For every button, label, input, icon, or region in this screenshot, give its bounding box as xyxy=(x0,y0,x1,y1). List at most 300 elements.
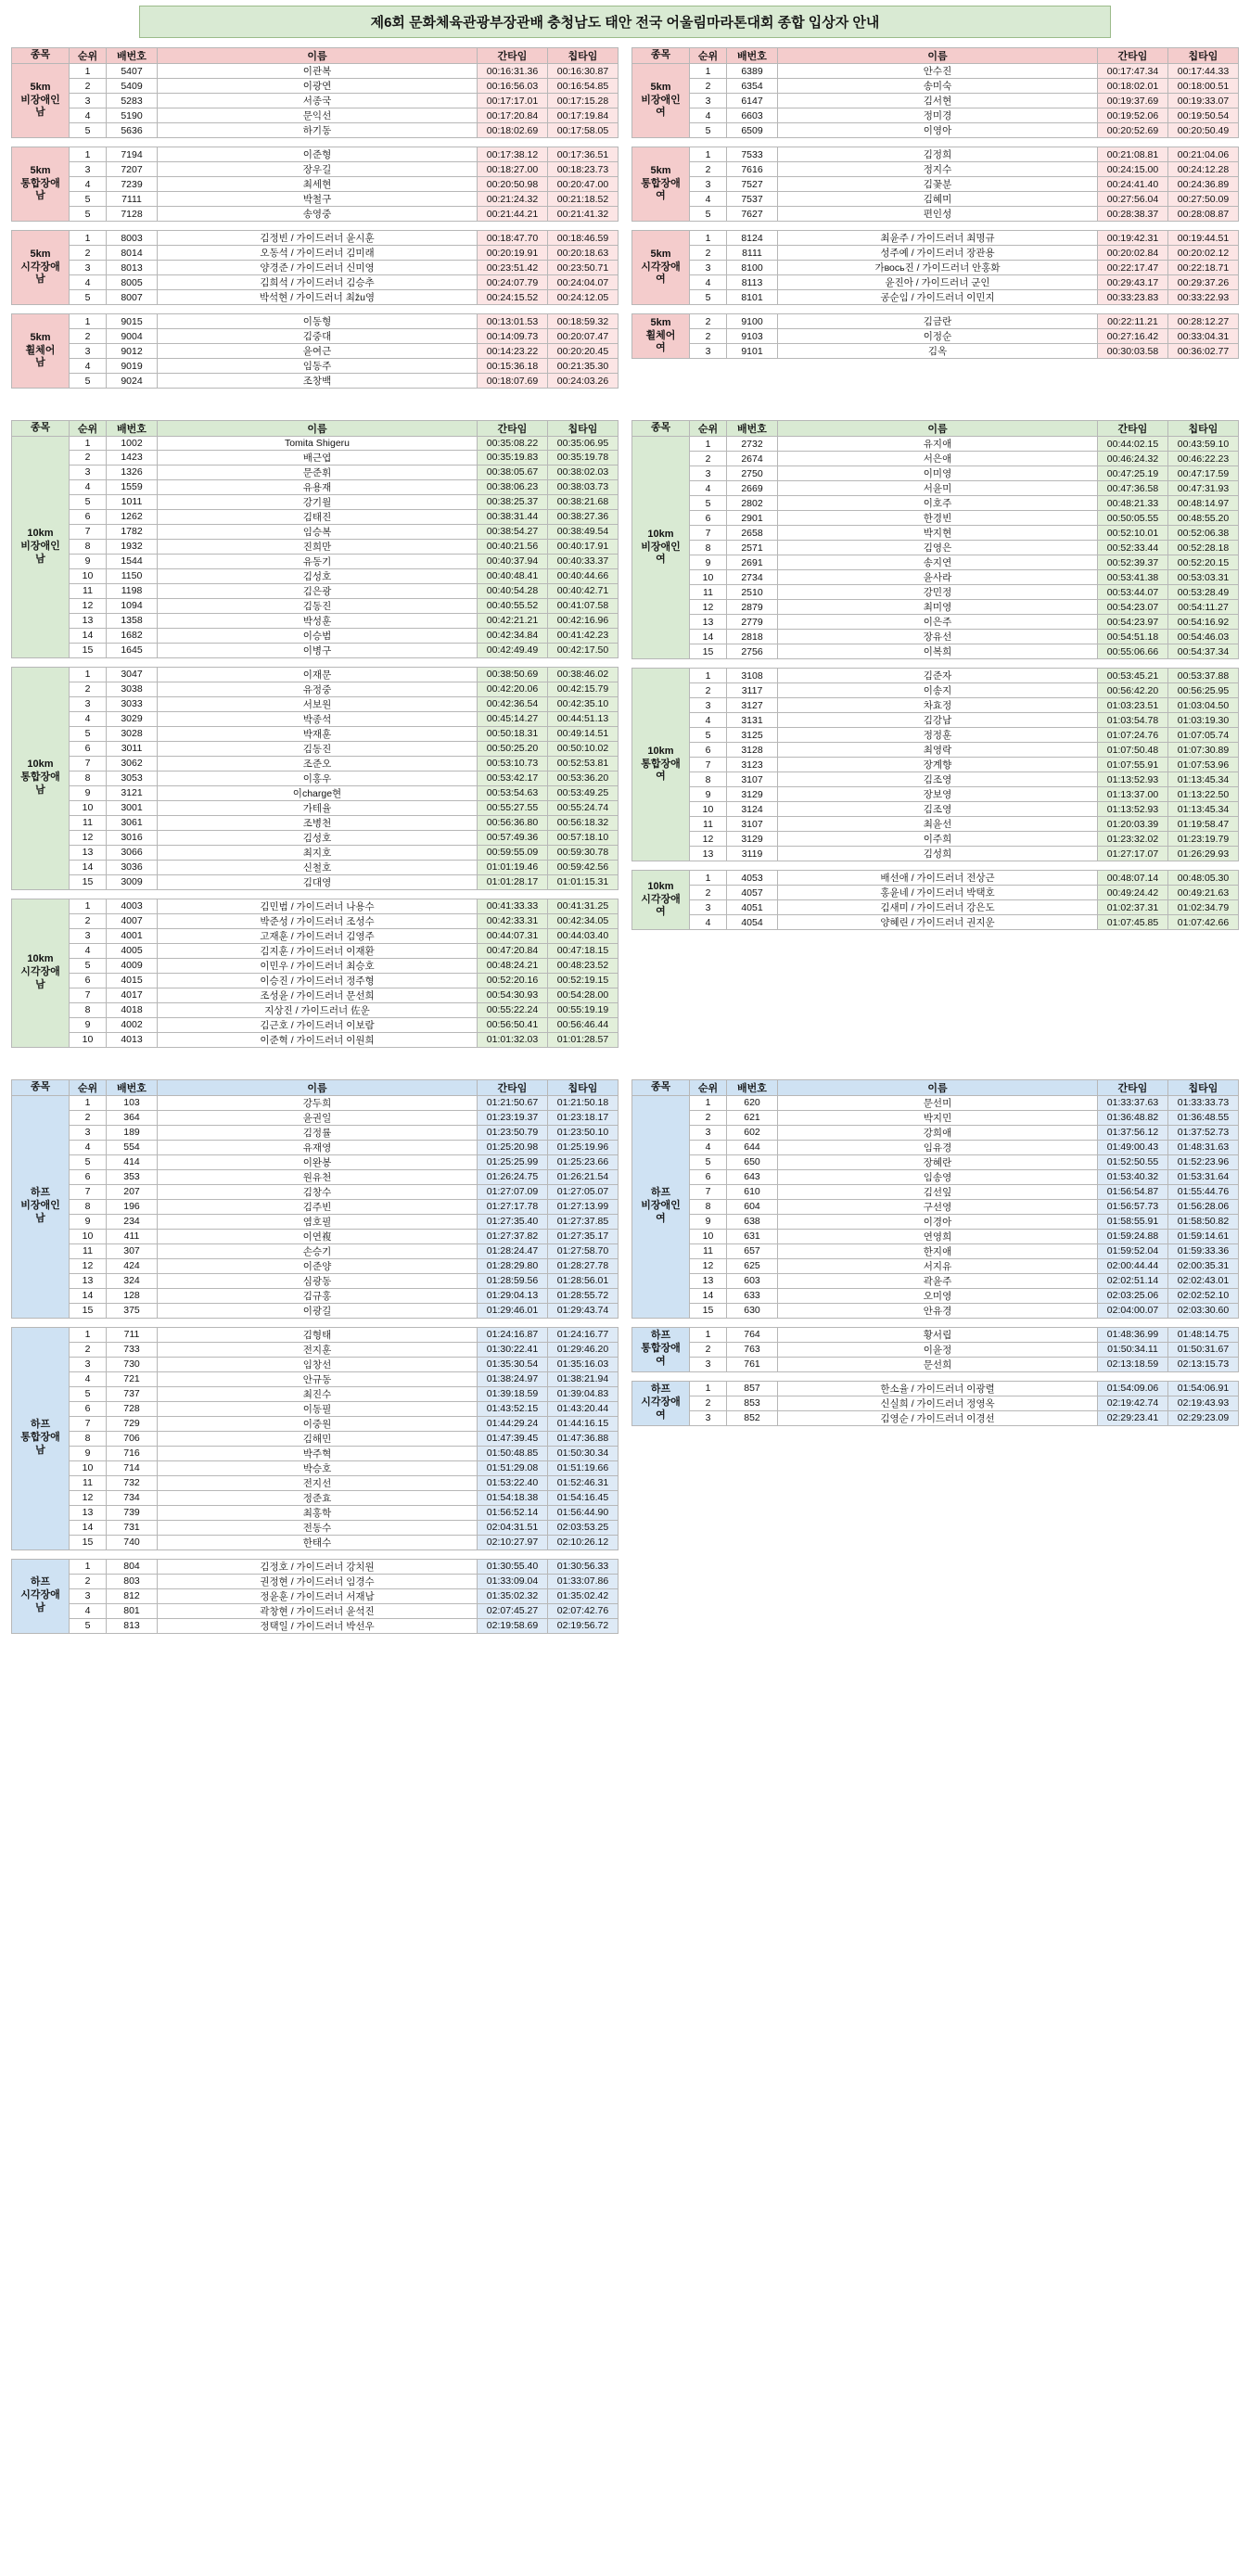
bib-cell: 3129 xyxy=(727,832,778,847)
rank-cell: 2 xyxy=(690,162,727,177)
chip-time-cell: 01:35:16.03 xyxy=(548,1357,619,1371)
rank-cell: 2 xyxy=(70,246,107,261)
chip-time-cell: 00:16:54.85 xyxy=(548,79,619,94)
table-row xyxy=(12,583,619,598)
bib-cell: 3121 xyxy=(107,785,158,800)
gun-time-cell: 00:42:34.84 xyxy=(478,628,548,643)
name-cell: 김중대 xyxy=(158,329,478,344)
rank-cell: 4 xyxy=(690,481,727,496)
bib-cell: 9012 xyxy=(107,344,158,359)
chip-time-cell: 00:38:21.68 xyxy=(548,494,619,509)
chip-time-cell: 01:29:46.20 xyxy=(548,1342,619,1357)
chip-time-cell: 00:24:12.05 xyxy=(548,290,619,305)
rank-cell: 3 xyxy=(690,466,727,481)
category-cell: 하프 시각장애 남 xyxy=(12,1559,70,1633)
name-cell: 이주희 xyxy=(778,832,1098,847)
bib-cell: 3127 xyxy=(727,698,778,713)
name-cell: 김새미 / 가이드러너 강은도 xyxy=(778,900,1098,915)
table-row xyxy=(632,481,1239,496)
gun-time-cell: 00:45:14.27 xyxy=(478,711,548,726)
gun-time-cell: 01:25:20.98 xyxy=(478,1140,548,1154)
rank-cell: 15 xyxy=(690,644,727,659)
table-row xyxy=(632,847,1239,861)
table-row xyxy=(12,899,619,913)
bib-cell: 6389 xyxy=(727,64,778,79)
gun-time-cell: 00:48:07.14 xyxy=(1098,871,1168,886)
chip-time-cell: 00:22:18.71 xyxy=(1168,261,1239,275)
bib-cell: 196 xyxy=(107,1199,158,1214)
rank-cell: 1 xyxy=(70,1559,107,1574)
rank-cell: 12 xyxy=(70,598,107,613)
name-cell: 박준성 / 가이드러너 조성수 xyxy=(158,913,478,928)
bib-cell: 3062 xyxy=(107,756,158,771)
rank-cell: 5 xyxy=(70,192,107,207)
gun-time-cell: 01:25:25.99 xyxy=(478,1154,548,1169)
name-cell: 박승호 xyxy=(158,1460,478,1475)
table-row xyxy=(12,1017,619,1032)
rank-cell: 2 xyxy=(70,1342,107,1357)
chip-time-cell: 02:02:43.01 xyxy=(1168,1273,1239,1288)
rank-cell: 3 xyxy=(70,162,107,177)
chip-time-cell: 01:07:42.66 xyxy=(1168,915,1239,930)
name-cell: 문선미 xyxy=(778,1095,1098,1110)
rank-cell: 9 xyxy=(690,787,727,802)
table-row xyxy=(632,466,1239,481)
gun-time-cell: 00:52:33.44 xyxy=(1098,541,1168,555)
gun-time-cell: 00:56:42.20 xyxy=(1098,683,1168,698)
bib-cell: 4054 xyxy=(727,915,778,930)
table-row xyxy=(632,644,1239,659)
table-row xyxy=(632,1303,1239,1318)
table-row xyxy=(12,1475,619,1490)
name-cell: 김규홍 xyxy=(158,1288,478,1303)
table-row xyxy=(632,261,1239,275)
gun-time-cell: 01:51:29.08 xyxy=(478,1460,548,1475)
bib-cell: 852 xyxy=(727,1410,778,1425)
name-cell: 안유경 xyxy=(778,1303,1098,1318)
rank-cell: 5 xyxy=(70,958,107,973)
table-row xyxy=(12,1258,619,1273)
chip-time-cell: 01:54:06.91 xyxy=(1168,1381,1239,1396)
chip-time-cell: 00:53:49.25 xyxy=(548,785,619,800)
gun-time-cell: 00:55:06.66 xyxy=(1098,644,1168,659)
bib-cell: 4001 xyxy=(107,928,158,943)
table-row xyxy=(632,728,1239,743)
gun-time-cell: 01:24:16.87 xyxy=(478,1327,548,1342)
bib-cell: 8003 xyxy=(107,231,158,246)
name-cell: 양경준 / 가이드러너 신미영 xyxy=(158,261,478,275)
category-cell: 하프 통합장애 여 xyxy=(632,1327,690,1371)
table-row xyxy=(12,1603,619,1618)
chip-time-cell: 01:44:16.15 xyxy=(548,1416,619,1431)
table-row xyxy=(632,108,1239,123)
bib-cell: 2779 xyxy=(727,615,778,630)
rank-cell: 9 xyxy=(70,1446,107,1460)
table-row xyxy=(632,1396,1239,1410)
column-header: 종목 xyxy=(12,48,70,64)
gun-time-cell: 00:44:02.15 xyxy=(1098,437,1168,452)
rank-cell: 15 xyxy=(70,1303,107,1318)
bib-cell: 2510 xyxy=(727,585,778,600)
rank-cell: 13 xyxy=(690,847,727,861)
name-cell: 김성호 xyxy=(158,830,478,845)
column-header: 칩타임 xyxy=(548,48,619,64)
rank-cell: 7 xyxy=(70,1184,107,1199)
bib-cell: 4002 xyxy=(107,1017,158,1032)
sections-root xyxy=(0,47,1250,1634)
rank-cell: 14 xyxy=(70,1520,107,1535)
gun-time-cell: 01:54:09.06 xyxy=(1098,1381,1168,1396)
bib-cell: 739 xyxy=(107,1505,158,1520)
name-cell: 최영락 xyxy=(778,743,1098,758)
bib-cell: 2879 xyxy=(727,600,778,615)
chip-time-cell: 00:56:18.32 xyxy=(548,815,619,830)
bib-cell: 9004 xyxy=(107,329,158,344)
bib-cell: 604 xyxy=(727,1199,778,1214)
rank-cell: 2 xyxy=(690,79,727,94)
gun-time-cell: 01:30:22.41 xyxy=(478,1342,548,1357)
bib-cell: 1094 xyxy=(107,598,158,613)
name-cell: 안규동 xyxy=(158,1371,478,1386)
gun-time-cell: 01:28:29.80 xyxy=(478,1258,548,1273)
table-row xyxy=(12,988,619,1002)
bib-cell: 2750 xyxy=(727,466,778,481)
chip-time-cell: 00:53:03.31 xyxy=(1168,570,1239,585)
column-header: 이름 xyxy=(778,48,1098,64)
rank-cell: 12 xyxy=(690,600,727,615)
rank-cell: 13 xyxy=(70,845,107,860)
rank-cell: 3 xyxy=(690,94,727,108)
bib-cell: 4009 xyxy=(107,958,158,973)
name-cell: 정정훈 xyxy=(778,728,1098,743)
rank-cell: 8 xyxy=(70,539,107,554)
column-header: 종목 xyxy=(632,1079,690,1095)
name-cell: 장혜란 xyxy=(778,1154,1098,1169)
gun-time-cell: 01:01:28.17 xyxy=(478,874,548,889)
chip-time-cell: 01:27:05.07 xyxy=(548,1184,619,1199)
chip-time-cell: 00:38:02.03 xyxy=(548,465,619,479)
name-cell: 이광길 xyxy=(158,1303,478,1318)
section-10km xyxy=(0,420,1250,1048)
column-header: 간타임 xyxy=(1098,1079,1168,1095)
name-cell: 이동필 xyxy=(158,1401,478,1416)
rank-cell: 3 xyxy=(70,94,107,108)
chip-time-cell: 00:20:07.47 xyxy=(548,329,619,344)
rank-cell: 4 xyxy=(70,177,107,192)
gun-time-cell: 00:42:36.54 xyxy=(478,696,548,711)
rank-cell: 4 xyxy=(70,275,107,290)
gun-time-cell: 00:28:38.37 xyxy=(1098,207,1168,222)
bib-cell: 803 xyxy=(107,1574,158,1588)
name-cell: 박재훈 xyxy=(158,726,478,741)
rank-cell: 3 xyxy=(70,261,107,275)
chip-time-cell: 01:56:28.06 xyxy=(1168,1199,1239,1214)
chip-time-cell: 01:26:21.54 xyxy=(548,1169,619,1184)
table-row xyxy=(632,1184,1239,1199)
column-header: 종목 xyxy=(632,421,690,437)
category-cell: 5km 휠체어 여 xyxy=(632,314,690,359)
name-cell: 김해민 xyxy=(158,1431,478,1446)
table-row xyxy=(12,1229,619,1243)
chip-time-cell: 01:01:28.57 xyxy=(548,1032,619,1047)
chip-time-cell: 00:23:50.71 xyxy=(548,261,619,275)
chip-time-cell: 01:23:50.10 xyxy=(548,1125,619,1140)
name-cell: 이호주 xyxy=(778,496,1098,511)
name-cell: 이송지 xyxy=(778,683,1098,698)
bib-cell: 2674 xyxy=(727,452,778,466)
gun-time-cell: 01:54:18.38 xyxy=(478,1490,548,1505)
name-cell: 김조영 xyxy=(778,802,1098,817)
gun-time-cell: 01:50:34.11 xyxy=(1098,1342,1168,1357)
bib-cell: 643 xyxy=(727,1169,778,1184)
gun-time-cell: 01:52:50.55 xyxy=(1098,1154,1168,1169)
table-row xyxy=(12,1273,619,1288)
name-cell: 이연複 xyxy=(158,1229,478,1243)
table-row xyxy=(632,79,1239,94)
chip-time-cell: 00:18:46.59 xyxy=(548,231,619,246)
chip-time-cell: 00:47:17.59 xyxy=(1168,466,1239,481)
table-row xyxy=(12,928,619,943)
chip-time-cell: 00:17:58.05 xyxy=(548,123,619,138)
name-cell: 유정중 xyxy=(158,682,478,696)
name-cell: 유재영 xyxy=(158,1140,478,1154)
gun-time-cell: 00:48:21.33 xyxy=(1098,496,1168,511)
table-row xyxy=(12,830,619,845)
column-header: 칩타임 xyxy=(548,1079,619,1095)
section-spacer xyxy=(0,1053,1250,1079)
chip-time-cell: 00:17:19.84 xyxy=(548,108,619,123)
chip-time-cell: 01:02:34.79 xyxy=(1168,900,1239,915)
bib-cell: 813 xyxy=(107,1618,158,1633)
name-cell: 강희애 xyxy=(778,1125,1098,1140)
name-cell: 전지선 xyxy=(158,1475,478,1490)
gun-time-cell: 00:19:52.06 xyxy=(1098,108,1168,123)
name-cell: 문익선 xyxy=(158,108,478,123)
category-cell: 10km 시각장애 남 xyxy=(12,899,70,1047)
name-cell: 이관복 xyxy=(158,64,478,79)
bib-cell: 6509 xyxy=(727,123,778,138)
results-table xyxy=(11,420,619,1048)
rank-cell: 9 xyxy=(70,1017,107,1032)
chip-time-cell: 00:43:59.10 xyxy=(1168,437,1239,452)
table-row xyxy=(12,696,619,711)
name-cell: 김지훈 / 가이드러너 이재환 xyxy=(158,943,478,958)
chip-time-cell: 01:01:15.31 xyxy=(548,874,619,889)
bib-cell: 3123 xyxy=(727,758,778,772)
chip-time-cell: 00:42:35.10 xyxy=(548,696,619,711)
table-row xyxy=(12,207,619,222)
name-cell: 서지유 xyxy=(778,1258,1098,1273)
table-row xyxy=(632,147,1239,162)
gun-time-cell: 01:26:24.75 xyxy=(478,1169,548,1184)
gun-time-cell: 01:29:04.13 xyxy=(478,1288,548,1303)
rank-cell: 12 xyxy=(70,1258,107,1273)
chip-time-cell: 02:19:56.72 xyxy=(548,1618,619,1633)
name-cell: 정미경 xyxy=(778,108,1098,123)
results-page xyxy=(0,6,1250,1634)
chip-time-cell: 02:13:15.73 xyxy=(1168,1357,1239,1371)
table-row xyxy=(12,860,619,874)
gun-time-cell: 01:56:57.73 xyxy=(1098,1199,1168,1214)
gun-time-cell: 01:01:19.46 xyxy=(478,860,548,874)
name-cell: 한경빈 xyxy=(778,511,1098,526)
bib-cell: 812 xyxy=(107,1588,158,1603)
column-header: 순위 xyxy=(690,1079,727,1095)
name-cell: 정택일 / 가이드러너 박선우 xyxy=(158,1618,478,1633)
rank-cell: 1 xyxy=(70,899,107,913)
chip-time-cell: 00:41:31.25 xyxy=(548,899,619,913)
table-row xyxy=(12,943,619,958)
chip-time-cell: 02:02:52.10 xyxy=(1168,1288,1239,1303)
rank-cell: 14 xyxy=(690,1288,727,1303)
table-row xyxy=(12,79,619,94)
rank-cell: 1 xyxy=(690,231,727,246)
bib-cell: 625 xyxy=(727,1258,778,1273)
table-row xyxy=(632,585,1239,600)
bib-cell: 1326 xyxy=(107,465,158,479)
rank-cell: 8 xyxy=(690,541,727,555)
rank-cell: 6 xyxy=(690,1169,727,1184)
chip-time-cell: 01:19:58.47 xyxy=(1168,817,1239,832)
chip-time-cell: 01:13:22.50 xyxy=(1168,787,1239,802)
chip-time-cell: 00:18:23.73 xyxy=(548,162,619,177)
bib-cell: 5283 xyxy=(107,94,158,108)
name-cell: 서윤미 xyxy=(778,481,1098,496)
table-row xyxy=(632,600,1239,615)
table-row xyxy=(632,630,1239,644)
bib-cell: 4018 xyxy=(107,1002,158,1017)
bib-cell: 602 xyxy=(727,1125,778,1140)
chip-time-cell: 00:35:06.95 xyxy=(548,437,619,451)
gun-time-cell: 00:14:23.22 xyxy=(478,344,548,359)
rank-cell: 10 xyxy=(70,568,107,583)
gun-time-cell: 01:27:17.07 xyxy=(1098,847,1168,861)
gun-time-cell: 00:44:07.31 xyxy=(478,928,548,943)
bib-cell: 1544 xyxy=(107,554,158,568)
name-cell: 진희만 xyxy=(158,539,478,554)
table-row xyxy=(632,231,1239,246)
column-header: 순위 xyxy=(70,421,107,437)
chip-time-cell: 00:17:15.28 xyxy=(548,94,619,108)
chip-time-cell: 00:19:50.54 xyxy=(1168,108,1239,123)
bib-cell: 631 xyxy=(727,1229,778,1243)
chip-time-cell: 00:42:34.05 xyxy=(548,913,619,928)
gun-time-cell: 02:29:23.41 xyxy=(1098,1410,1168,1425)
name-cell: 최미영 xyxy=(778,600,1098,615)
name-cell: 김정희 xyxy=(778,147,1098,162)
gun-time-cell: 00:38:50.69 xyxy=(478,667,548,682)
bib-cell: 714 xyxy=(107,1460,158,1475)
chip-time-cell: 00:48:05.30 xyxy=(1168,871,1239,886)
gun-time-cell: 00:14:09.73 xyxy=(478,329,548,344)
bib-cell: 1782 xyxy=(107,524,158,539)
gun-time-cell: 02:07:45.27 xyxy=(478,1603,548,1618)
chip-time-cell: 00:52:06.38 xyxy=(1168,526,1239,541)
table-row xyxy=(12,437,619,451)
gun-time-cell: 00:55:22.24 xyxy=(478,1002,548,1017)
name-cell: 이복희 xyxy=(778,644,1098,659)
chip-time-cell: 02:03:53.25 xyxy=(548,1520,619,1535)
bib-cell: 9101 xyxy=(727,344,778,359)
bib-cell: 4015 xyxy=(107,973,158,988)
gun-time-cell: 01:27:37.82 xyxy=(478,1229,548,1243)
gun-time-cell: 00:40:55.52 xyxy=(478,598,548,613)
table-row xyxy=(12,643,619,657)
rank-cell: 1 xyxy=(70,64,107,79)
chip-time-cell: 01:30:56.33 xyxy=(548,1559,619,1574)
table-row xyxy=(632,570,1239,585)
gun-time-cell: 01:13:37.00 xyxy=(1098,787,1168,802)
chip-time-cell: 00:52:53.81 xyxy=(548,756,619,771)
bib-cell: 1932 xyxy=(107,539,158,554)
gun-time-cell: 01:03:54.78 xyxy=(1098,713,1168,728)
table-row xyxy=(12,94,619,108)
name-cell: 박철구 xyxy=(158,192,478,207)
table-row xyxy=(12,667,619,682)
name-cell: 성주예 / 가이드러너 장관용 xyxy=(778,246,1098,261)
chip-time-cell: 00:49:14.51 xyxy=(548,726,619,741)
gun-time-cell: 01:28:59.56 xyxy=(478,1273,548,1288)
chip-time-cell: 00:40:44.66 xyxy=(548,568,619,583)
name-cell: 윤여근 xyxy=(158,344,478,359)
rank-cell: 11 xyxy=(690,817,727,832)
column-header: 배번호 xyxy=(727,48,778,64)
table-row xyxy=(12,568,619,583)
rank-cell: 1 xyxy=(690,1381,727,1396)
gun-time-cell: 00:16:31.36 xyxy=(478,64,548,79)
table-row xyxy=(12,1140,619,1154)
chip-time-cell: 00:33:22.93 xyxy=(1168,290,1239,305)
bib-cell: 857 xyxy=(727,1381,778,1396)
column-header: 순위 xyxy=(70,48,107,64)
bib-cell: 1150 xyxy=(107,568,158,583)
name-cell: 이윤정 xyxy=(778,1342,1098,1357)
bib-cell: 2669 xyxy=(727,481,778,496)
name-cell: 김대영 xyxy=(158,874,478,889)
gun-time-cell: 00:18:07.69 xyxy=(478,374,548,389)
name-cell: 조병천 xyxy=(158,815,478,830)
chip-time-cell: 01:55:44.76 xyxy=(1168,1184,1239,1199)
rank-cell: 10 xyxy=(690,1229,727,1243)
name-cell: 임유경 xyxy=(778,1140,1098,1154)
rank-cell: 5 xyxy=(70,123,107,138)
chip-time-cell: 00:24:12.28 xyxy=(1168,162,1239,177)
column-header: 칩타임 xyxy=(1168,48,1239,64)
column-header: 종목 xyxy=(12,1079,70,1095)
table-row xyxy=(12,628,619,643)
bib-cell: 2901 xyxy=(727,511,778,526)
name-cell: 강민정 xyxy=(778,585,1098,600)
bib-cell: 3125 xyxy=(727,728,778,743)
bib-cell: 801 xyxy=(107,1603,158,1618)
table-row xyxy=(12,800,619,815)
gun-time-cell: 01:23:32.02 xyxy=(1098,832,1168,847)
chip-time-cell: 00:54:28.00 xyxy=(548,988,619,1002)
rank-cell: 11 xyxy=(70,815,107,830)
gun-time-cell: 01:13:52.93 xyxy=(1098,802,1168,817)
bib-cell: 103 xyxy=(107,1095,158,1110)
name-cell: 조준오 xyxy=(158,756,478,771)
table-row xyxy=(12,1032,619,1047)
gun-time-cell: 01:56:54.87 xyxy=(1098,1184,1168,1199)
bib-cell: 2756 xyxy=(727,644,778,659)
gun-time-cell: 00:53:44.07 xyxy=(1098,585,1168,600)
table-row xyxy=(12,771,619,785)
chip-time-cell: 00:19:44.51 xyxy=(1168,231,1239,246)
name-cell: 박주혁 xyxy=(158,1446,478,1460)
chip-time-cell: 00:35:19.78 xyxy=(548,450,619,465)
table-row xyxy=(12,874,619,889)
